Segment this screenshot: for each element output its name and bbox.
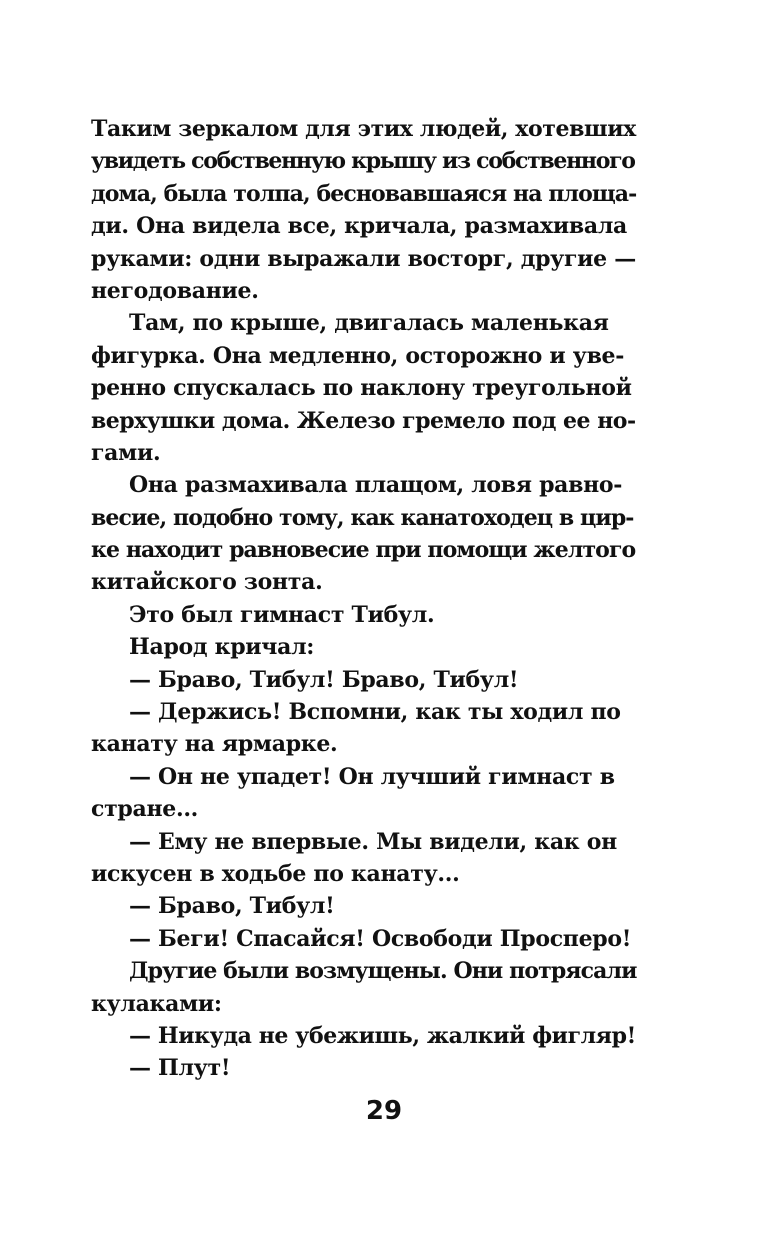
text-line: — Ему не впервые. Мы видели, как он: [129, 828, 617, 855]
text-line: верхушки дома. Железо гремело под ее но-: [91, 407, 636, 434]
text-line: руками: одни выражали восторг, другие —: [91, 245, 636, 272]
text-line: — Никуда не убежишь, жалкий фигляр!: [129, 1022, 636, 1049]
text-line: Народ кричал:: [129, 634, 315, 661]
text-line: фигурка. Она медленно, осторожно и уве-: [91, 342, 625, 369]
text-line: ке находит равновесие при помощи желтого: [91, 537, 636, 564]
text-line: Другие были возмущены. Они потрясали: [129, 958, 637, 985]
page-number: 29: [365, 1096, 403, 1126]
text-line: ди. Она видела все, кричала, размахивала: [91, 213, 627, 240]
text-line: Это был гимнаст Тибул.: [129, 601, 435, 628]
text-line: гами.: [91, 439, 161, 466]
text-line: — Браво, Тибул! Браво, Тибул!: [129, 666, 519, 693]
text-line: искусен в ходьбе по канату...: [91, 860, 460, 887]
text-line: — Браво, Тибул!: [129, 893, 335, 920]
text-line: — Плут!: [129, 1055, 231, 1082]
text-line: увидеть собственную крышу из собственного: [91, 148, 635, 175]
text-line: китайского зонта.: [91, 569, 323, 596]
text-line: кулаками:: [91, 990, 222, 1017]
text-line: — Держись! Вспомни, как ты ходил по: [129, 699, 621, 726]
page-body-text: [91, 113, 637, 1085]
text-line: Там, по крыше, двигалась маленькая: [129, 310, 609, 337]
text-line: негодование.: [91, 277, 259, 304]
text-line: канату на ярмарке.: [91, 731, 338, 758]
text-line: дома, была толпа, бесновавшаяся на площа-: [91, 180, 637, 207]
text-line: Таким зеркалом для этих людей, хотевших: [91, 116, 636, 142]
text-line: Она размахивала плащом, ловя равно-: [129, 472, 623, 499]
text-line: стране...: [91, 796, 199, 823]
text-line: ренно спускалась по наклону треугольной: [91, 375, 632, 402]
text-line: весие, подобно тому, как канатоходец в цир-: [91, 504, 634, 531]
text-line: — Беги! Спасайся! Освободи Просперо!: [129, 925, 632, 952]
text-line: — Он не упадет! Он лучший гимнаст в: [129, 763, 615, 790]
